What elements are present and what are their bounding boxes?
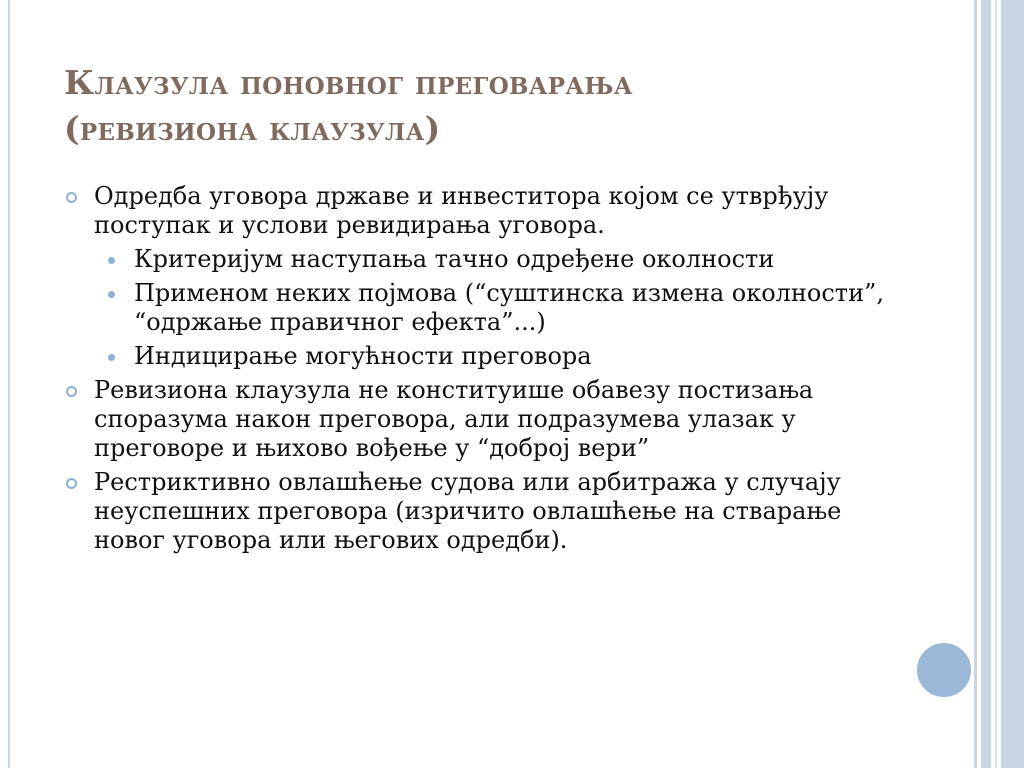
ring-bullet-icon	[66, 478, 77, 489]
sub-bullet-text: Индицирање могућности преговора	[134, 342, 592, 370]
bullet-item	[64, 376, 894, 463]
sub-bullet-text: Критеријум наступања тачно одређене околности	[134, 245, 775, 273]
sub-bullet-item	[64, 245, 894, 274]
dot-bullet-icon	[108, 257, 115, 264]
sub-bullet-item	[64, 279, 894, 337]
dot-bullet-icon	[108, 354, 115, 361]
slide-title	[64, 60, 944, 152]
bullet-item	[64, 468, 894, 555]
slide-title-line-1: Клаузула поновног преговарања	[64, 63, 633, 102]
slide-content	[64, 182, 894, 560]
bullet-text: Рестриктивно овлашћење судова или арбитража у случају неуспешних преговора (изричито овлашћење на стварање новог уговора или његових одредби).	[94, 468, 842, 554]
bullet-text: Одредба уговора државе и инвеститора којом се утврђују поступак и услови ревидирања уговора.	[94, 182, 829, 239]
slide-title-line-2: (ревизиона клаузула)	[64, 109, 441, 148]
decorative-stripes	[974, 0, 1024, 768]
ring-bullet-icon	[66, 192, 77, 203]
stripe	[974, 0, 977, 768]
stripe	[995, 0, 997, 768]
sub-bullet-item	[64, 342, 894, 371]
decorative-circle	[914, 640, 974, 700]
stripe	[1001, 0, 1024, 768]
bullet-text: Ревизиона клаузула не конституише обавезу постизања споразума након преговора, али подразумева улазак у преговоре и њихово вођење у “доброј вери”	[94, 376, 814, 462]
dot-bullet-icon	[108, 291, 115, 298]
ring-bullet-icon	[66, 386, 77, 397]
bullet-item	[64, 182, 894, 240]
stripe	[981, 0, 991, 768]
sub-bullet-text: Применом неких појмова (“суштинска измена околности”, “одржање правичног ефекта”...)	[134, 279, 884, 336]
